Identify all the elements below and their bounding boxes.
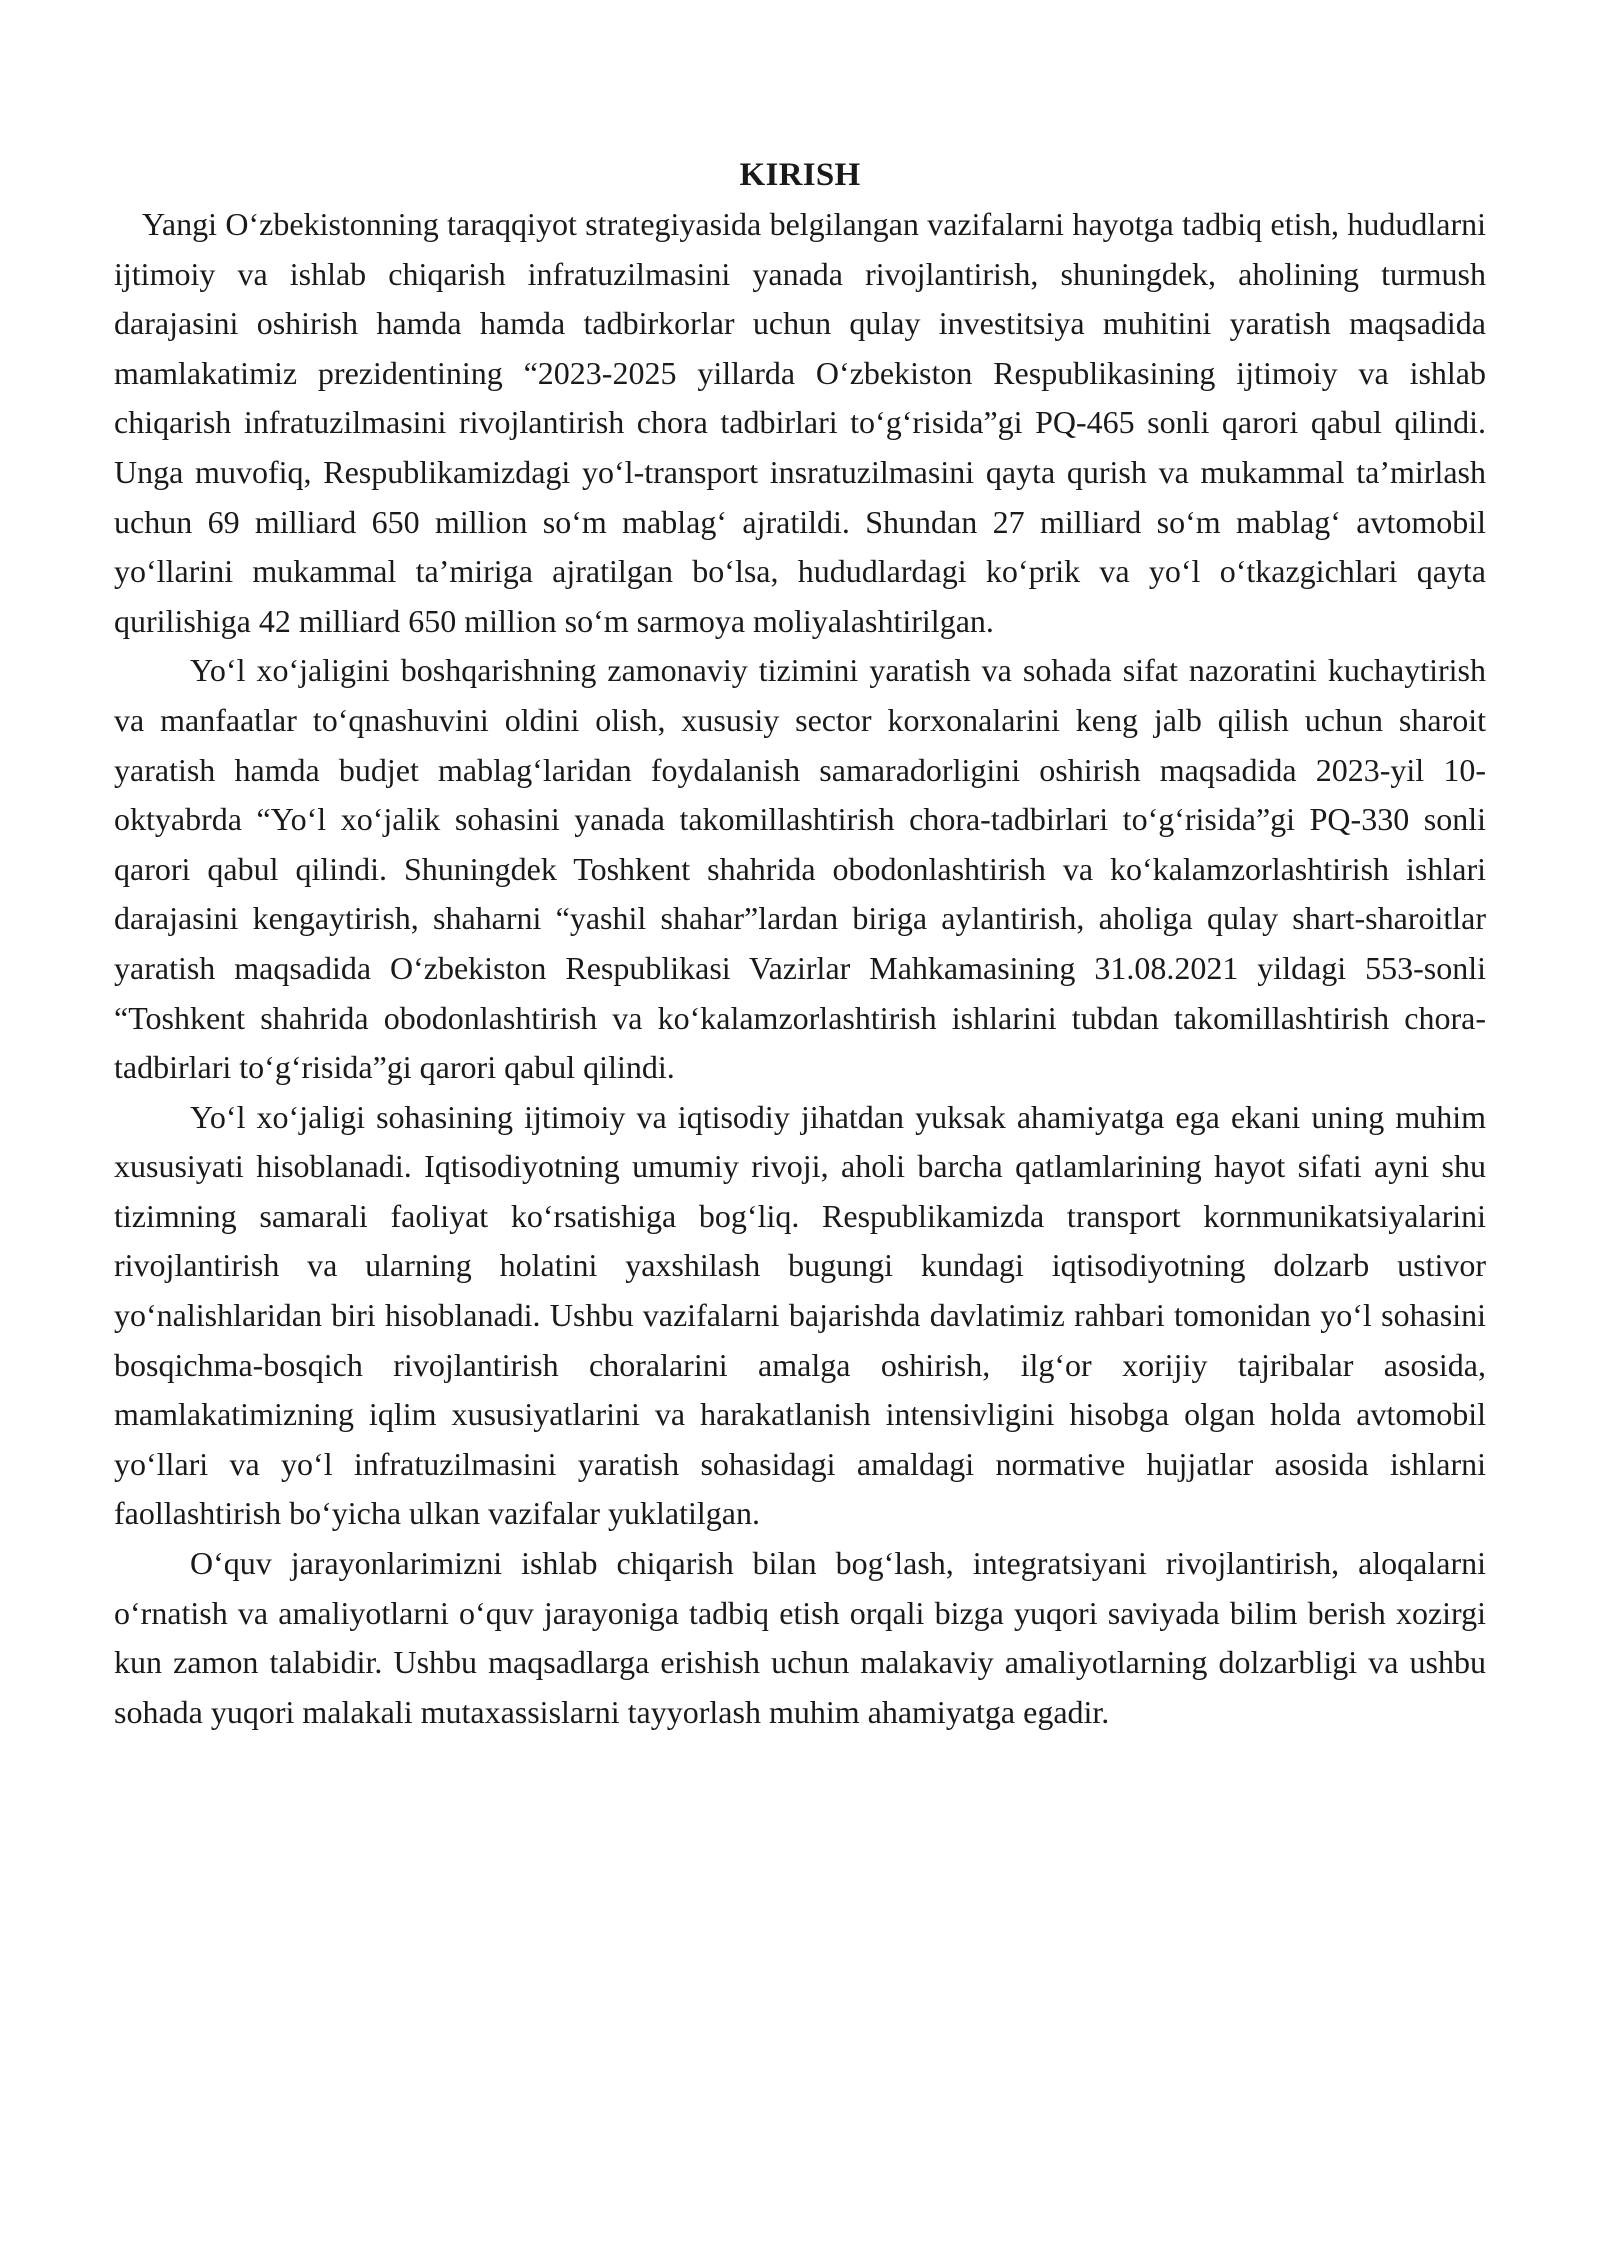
paragraph-intro: Yangi O‘zbekistonning taraqqiyot strategiyasida belgilangan vazifalarni hayotga tadbiq etish, hududlarni ijtimoiy va ishlab chiqarish infratuzilmasini yanada rivojlantirish, shuningdek, aholining turmush darajasini oshirish hamda hamda tadbirkorlar uchun qulay investitsiya muhitini yaratish maqsadida mamlakatimiz prezidentining “2023-2025 yillarda O‘zbekiston Respublikasining ijtimoiy va ishlab chiqarish infratuzilmasini rivojlantirish chora tadbirlari to‘g‘risida”gi PQ-465 sonli qarori qabul qilindi. Unga muvofiq, Respublikamizdagi yo‘l-transport insratuzilmasini qayta qurish va mukammal ta’mirlash uchun 69 milliard 650 million so‘m mablag‘ ajratildi. Shundan 27 milliard so‘m mablag‘ avtomobil yo‘llarini mukammal ta’miriga ajratilgan bo‘lsa, hududlardagi ko‘prik va yo‘l o‘tkazgichlari qayta qurilishiga 42 milliard 650 million so‘m sarmoya moliyalashtirilgan. [114,206,1486,639]
paragraph-road-economy: Yo‘l xo‘jaligi sohasining ijtimoiy va iqtisodiy jihatdan yuksak ahamiyatga ega ekani uning muhim xususiyati hisoblanadi. Iqtisodiyotning umumiy rivoji, aholi barcha qatlamlarining hayot sifati ayni shu tizimning samarali faoliyat ko‘rsatishiga bog‘liq. Respublikamizda transport kornmunikatsiyalarini rivojlantirish va ularning holatini yaxshilash bugungi kundagi iqtisodiyotning dolzarb ustivor yo‘nalishlaridan biri hisoblanadi. Ushbu vazifalarni bajarishda davlatimiz rahbari tomonidan yo‘l sohasini bosqichma-bosqich rivojlantirish choralarini amalga oshirish, ilg‘or xorijiy tajribalar asosida, mamlakatimizning iqlim xususiyatlarini va harakatlanish intensivligini hisobga olgan holda avtomobil yo‘llari va yo‘l infratuzilmasini yaratish sohasidagi amaldagi normative hujjatlar asosida ishlarni faollashtirish bo‘yicha ulkan vazifalar yuklatilgan. [114,1098,1486,1532]
paragraph-education: O‘quv jarayonlarimizni ishlab chiqarish bilan bog‘lash, integratsiyani rivojlantirish, aloqalarni o‘rnatish va amaliyotlarni o‘quv jarayoniga tadbiq etish orqali bizga yuqori saviyada bilim berish xozirgi kun zamon talabidir. Ushbu maqsadlarga erishish uchun malakaviy amaliyotlarning dolzarbligi va ushbu sohada yuqori malakali mutaxassislarni tayyorlash muhim ahamiyatga egadir. [114,1545,1486,1730]
document-body [114,150,1486,1737]
paragraph-road-management: Yo‘l xo‘jaligini boshqarishning zamonaviy tizimini yaratish va sohada sifat nazoratini kuchaytirish va manfaatlar to‘qnashuvini oldini olish, xususiy sector korxonalarini keng jalb qilish uchun sharoit yaratish hamda budjet mablag‘laridan foydalanish samaradorligini oshirish maqsadida 2023-yil 10-oktyabrda “Yo‘l xo‘jalik sohasini yanada takomillashtirish chora-tadbirlari to‘g‘risida”gi PQ-330 sonli qarori qabul qilindi. Shuningdek Toshkent shahrida obodonlashtirish va ko‘kalamzorlashtirish ishlari darajasini kengaytirish, shaharni “yashil shahar”lardan biriga aylantirish, aholiga qulay shart-sharoitlar yaratish maqsadida O‘zbekiston Respublikasi Vazirlar Mahkamasining 31.08.2021 yildagi 553-sonli “Toshkent shahrida obodonlashtirish va ko‘kalamzorlashtirish ishlarini tubdan takomillashtirish chora-tadbirlari to‘g‘risida”gi qarori qabul qilindi. [114,652,1486,1086]
section-title: KIRISH [739,157,861,193]
